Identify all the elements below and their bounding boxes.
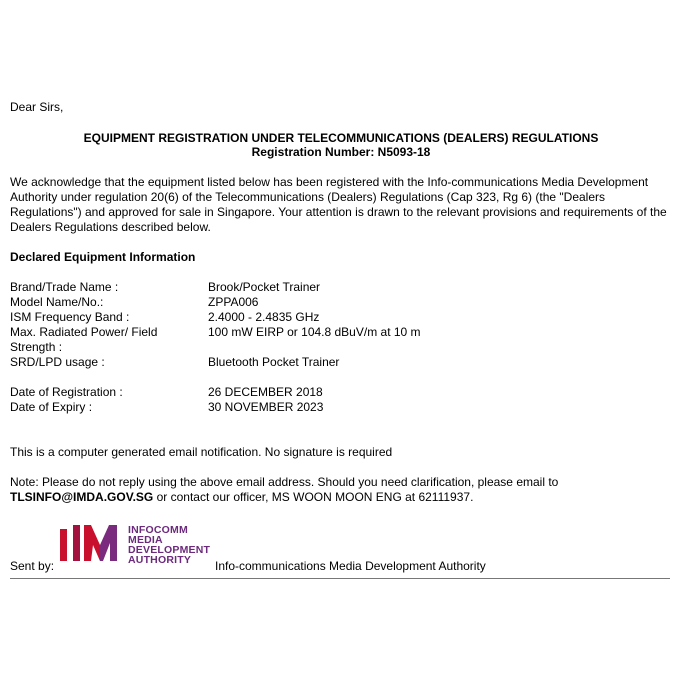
salutation: Dear Sirs, — [10, 100, 64, 114]
equipment-value: Brook/Pocket Trainer — [208, 280, 321, 294]
equipment-label: Brand/Trade Name : — [10, 280, 119, 294]
equipment-label: ISM Frequency Band : — [10, 310, 130, 324]
logo-bar-red — [60, 529, 67, 561]
equipment-row — [10, 310, 670, 325]
sent-by-label: Sent by: — [10, 559, 55, 573]
section-title: Declared Equipment Information — [10, 250, 196, 264]
logo-text-line: INFOCOMM — [128, 524, 188, 536]
equipment-label: Model Name/No.: — [10, 295, 104, 309]
equipment-value: ZPPA006 — [208, 295, 259, 309]
date-value: 26 DECEMBER 2018 — [208, 385, 323, 399]
equipment-row — [10, 295, 670, 310]
notice: This is a computer generated email notification. No signature is required — [10, 445, 393, 459]
equipment-row-continuation — [10, 340, 670, 355]
support-email-link[interactable]: TLSINFO@IMDA.GOV.SG — [10, 490, 154, 504]
note-text: Note: Please do not reply using the above email address. Should you need clarification, please email to — [10, 475, 559, 489]
note-contact — [10, 490, 473, 505]
logo-text-line: DEVELOPMENT — [128, 544, 211, 556]
logo-bar-dark — [73, 525, 80, 561]
sender-name: Info-communications Media Development Authority — [215, 559, 486, 573]
date-label: Date of Expiry : — [10, 400, 93, 414]
imda-logo-mark — [60, 523, 122, 563]
logo-text-line: MEDIA — [128, 534, 163, 546]
date-label: Date of Registration : — [10, 385, 123, 399]
equipment-row — [10, 355, 670, 370]
equipment-label: Max. Radiated Power/ Field — [10, 325, 158, 339]
equipment-label: SRD/LPD usage : — [10, 355, 105, 369]
footer-divider — [10, 578, 670, 579]
equipment-label-continuation: Strength : — [10, 340, 63, 354]
note-contact-text: or contact our officer, MS WOON MOON ENG at 62111937. — [153, 490, 474, 504]
logo-text-line: AUTHORITY — [128, 554, 192, 566]
intro-paragraph: We acknowledge that the equipment listed below has been registered with the Info-communications Media Development Authority under regulation 20(6) of the Telecommunications (Dealers) Regulations (Cap 323, Rg 6) (the "Dealers Regulations") and approved for sale in Singapore. Your attention is drawn to the relevant provisions and requirements of the Dealers Regulations described below. — [10, 175, 667, 234]
equipment-value: 100 mW EIRP or 104.8 dBuV/m at 10 m — [208, 325, 421, 339]
equipment-value: 2.4000 - 2.4835 GHz — [208, 310, 320, 324]
equipment-value: Bluetooth Pocket Trainer — [208, 355, 340, 369]
logo-m-left — [84, 525, 100, 561]
date-row — [10, 400, 670, 415]
registration-number: Registration Number: N5093-18 — [251, 145, 431, 159]
equipment-row — [10, 280, 670, 295]
equipment-row — [10, 325, 670, 340]
logo-m-right — [100, 525, 117, 561]
document-title: EQUIPMENT REGISTRATION UNDER TELECOMMUNICATIONS (DEALERS) REGULATIONS — [83, 131, 599, 145]
date-value: 30 NOVEMBER 2023 — [208, 400, 324, 414]
date-row — [10, 385, 670, 400]
